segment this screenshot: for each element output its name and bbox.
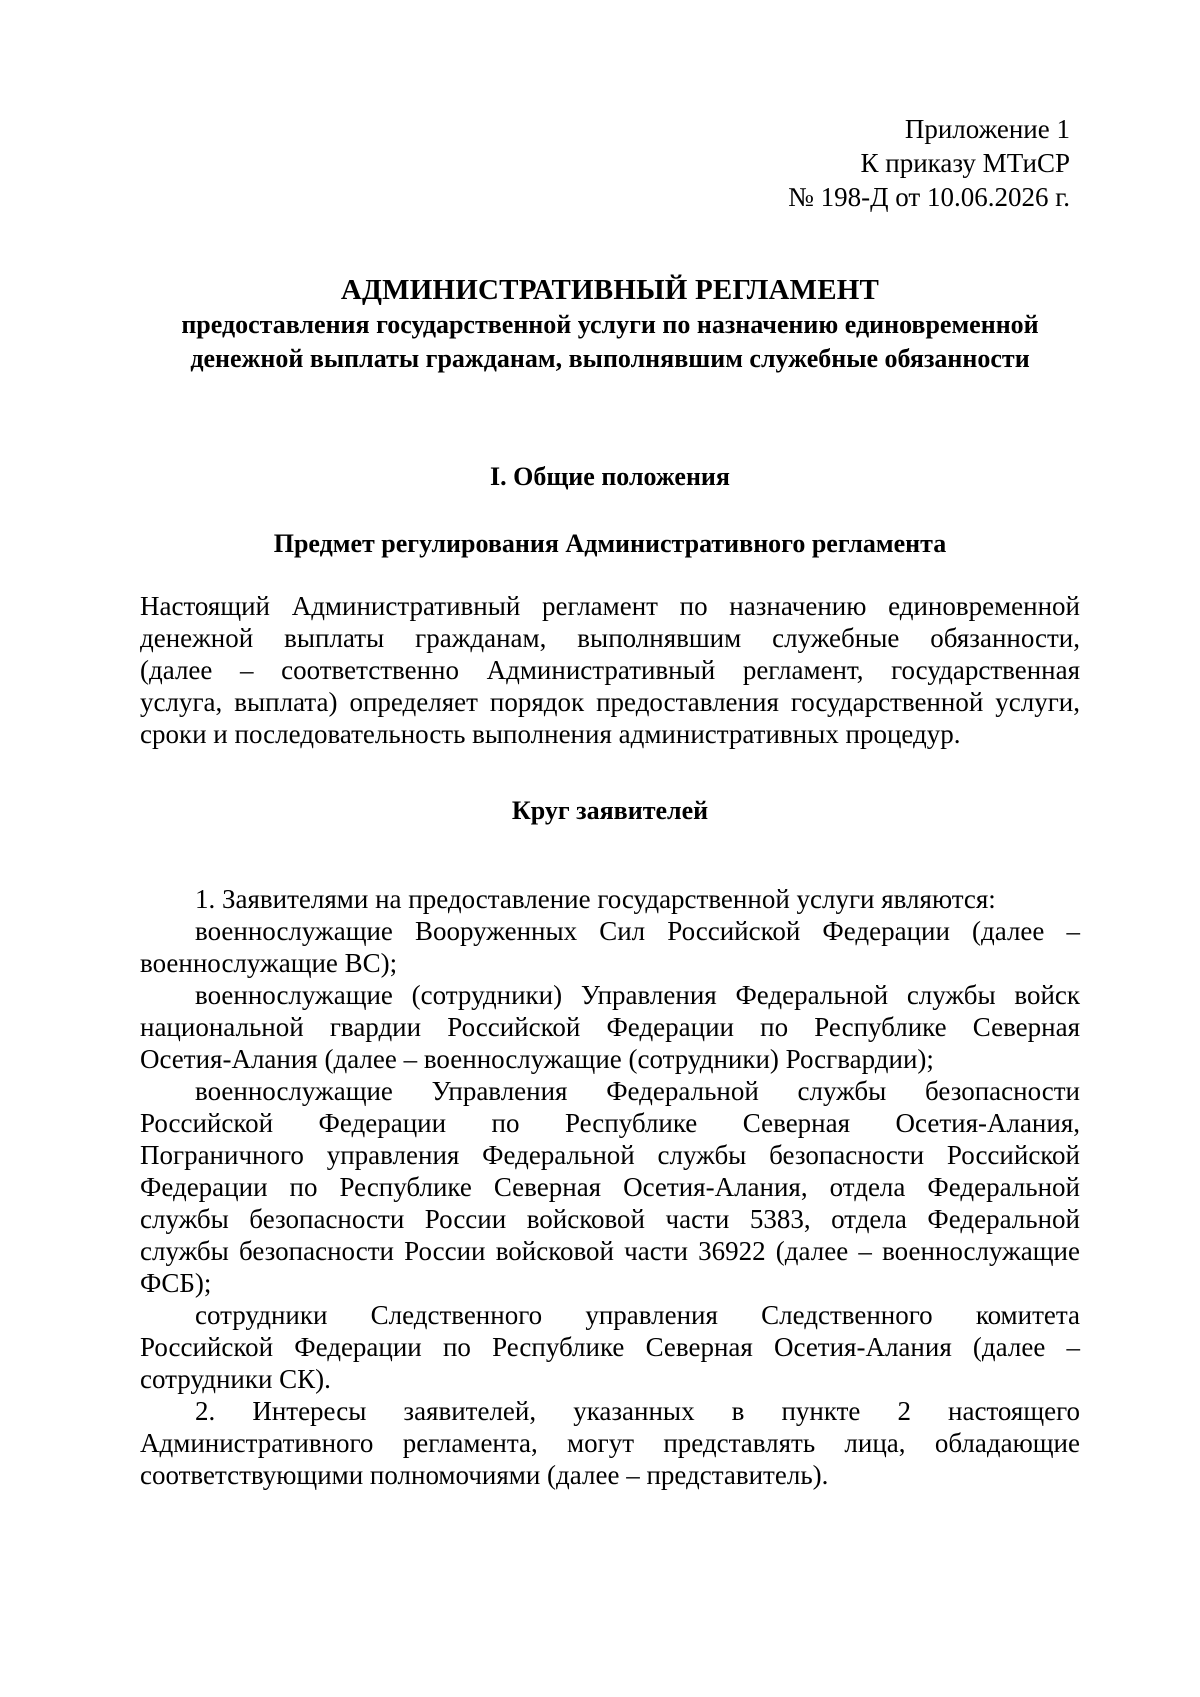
- item-1-lead: 1. Заявителями на предоставление государственной услуги являются:: [195, 884, 996, 914]
- paragraph-line: 2. Интересы заявителей, указанных в пункте 2 настоящего: [195, 1396, 1080, 1426]
- appendix-label: Приложение 1: [904, 114, 1070, 144]
- paragraph-line: Российской Федерации по Республике Северная Осетия-Алания (далее –: [140, 1332, 1080, 1362]
- paragraph-line: сроки и последовательность выполнения административных процедур.: [140, 719, 961, 749]
- subject-paragraph: [140, 590, 1080, 750]
- paragraph-line: военнослужащие ВС);: [140, 948, 398, 978]
- paragraph-line: Осетия-Алания (далее – военнослужащие (сотрудники) Росгвардии);: [140, 1044, 934, 1074]
- paragraph-line: Федерации по Республике Северная Осетия-Алания, отдела Федеральной: [140, 1172, 1080, 1202]
- paragraph-line: соответствующими полномочиями (далее – представитель).: [140, 1460, 829, 1490]
- applicant-group-vs: [140, 915, 1080, 979]
- subsection-heading-subject: Предмет регулирования Административного регламента: [273, 529, 947, 558]
- paragraph-line: Настоящий Административный регламент по назначению единовременной: [140, 591, 1080, 621]
- subsection-heading-applicants: Круг заявителей: [511, 796, 709, 825]
- applicant-group-rosgvardia: [140, 979, 1080, 1075]
- paragraph-line: военнослужащие Управления Федеральной службы безопасности: [195, 1076, 1080, 1106]
- paragraph-line: национальной гвардии Российской Федерации по Республике Северная: [140, 1012, 1080, 1042]
- paragraph-line: Административного регламента, могут представлять лица, обладающие: [140, 1428, 1080, 1458]
- applicants-section: [140, 883, 1080, 1491]
- paragraph-line: сотрудники СК).: [140, 1364, 331, 1394]
- paragraph-line: военнослужащие (сотрудники) Управления Федеральной службы войск: [195, 980, 1080, 1010]
- paragraph-line: ФСБ);: [140, 1268, 212, 1298]
- applicant-group-sk: [140, 1299, 1080, 1395]
- appendix-order-ref: К приказу МТиСР: [860, 148, 1070, 178]
- paragraph-line: службы безопасности России войсковой части 5383, отдела Федеральной: [140, 1204, 1080, 1234]
- paragraph-line: (далее – соответственно Административный регламент, государственная: [140, 655, 1080, 685]
- document-title: АДМИНИСТРАТИВНЫЙ РЕГЛАМЕНТ: [340, 274, 880, 306]
- document-subtitle-line-1: предоставления государственной услуги по назначению единовременной: [181, 310, 1039, 339]
- paragraph-line: Пограничного управления Федеральной службы безопасности Российской: [140, 1140, 1080, 1170]
- document-title-block: [140, 272, 1080, 376]
- paragraph-line: сотрудники Следственного управления Следственного комитета: [195, 1300, 1080, 1330]
- paragraph-line: денежной выплаты гражданам, выполнявшим служебные обязанности,: [140, 623, 1080, 653]
- document-subtitle-line-2: денежной выплаты гражданам, выполнявшим служебные обязанности: [190, 344, 1030, 373]
- paragraph-line: Российской Федерации по Республике Северная Осетия-Алания,: [140, 1108, 1080, 1138]
- appendix-block: [788, 112, 1070, 214]
- applicant-group-fsb: [140, 1075, 1080, 1299]
- appendix-order-number: № 198-Д от 10.06.2026 г.: [788, 182, 1070, 212]
- item-2: [140, 1395, 1080, 1491]
- paragraph-line: услуга, выплата) определяет порядок предоставления государственной услуги,: [140, 687, 1080, 717]
- paragraph-line: службы безопасности России войсковой части 36922 (далее – военнослужащие: [140, 1236, 1080, 1266]
- paragraph-line: военнослужащие Вооруженных Сил Российской Федерации (далее –: [195, 916, 1080, 946]
- section-heading-general: I. Общие положения: [490, 462, 730, 491]
